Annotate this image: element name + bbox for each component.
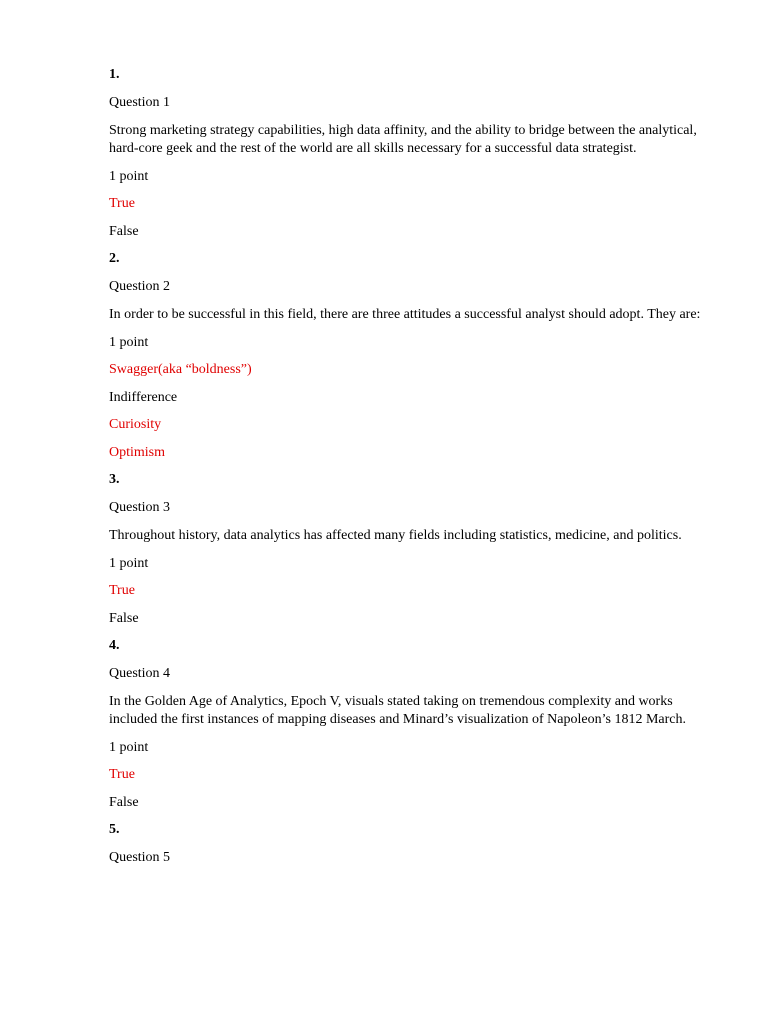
question-points: 1 point	[109, 169, 149, 184]
question-block	[109, 471, 708, 628]
question-block	[109, 637, 708, 812]
answer-option-correct: Optimism	[109, 444, 166, 460]
question-points: 1 point	[109, 335, 149, 350]
question-number: 1.	[109, 67, 120, 82]
answer-option-correct: True	[109, 767, 135, 782]
question-text: Strong marketing strategy capabilities, high data affinity, and the ability to bridge between the analytical, hard-core geek and the rest of the world are all skills necessary for a successful data strategist.	[109, 123, 697, 156]
answer-option-correct: Curiosity	[109, 417, 162, 432]
question-number: 3.	[109, 472, 120, 487]
question-title: Question 5	[109, 850, 171, 865]
question-text: In order to be successful in this field, there are three attitudes a successful analyst should adopt. They are:	[109, 307, 701, 322]
question-text: Throughout history, data analytics has affected many fields including statistics, medicine, and politics.	[109, 528, 682, 543]
question-title: Question 4	[109, 666, 171, 681]
question-title: Question 1	[109, 95, 171, 110]
question-number: 2.	[109, 251, 120, 266]
question-number: 5.	[109, 822, 120, 837]
answer-option-correct: Swagger(aka “boldness”)	[109, 362, 252, 377]
answer-option-correct: True	[109, 583, 135, 598]
answer-option: False	[109, 794, 139, 810]
question-points: 1 point	[109, 556, 149, 571]
question-block	[109, 66, 708, 241]
question-number: 4.	[109, 638, 120, 653]
question-block	[109, 250, 708, 462]
answer-option: False	[109, 223, 139, 239]
answer-option-correct: True	[109, 196, 135, 211]
question-title: Question 2	[109, 279, 171, 294]
question-title: Question 3	[109, 500, 171, 515]
question-block	[109, 821, 708, 867]
question-text: In the Golden Age of Analytics, Epoch V, visuals stated taking on tremendous complexity and works included the first instances of mapping diseases and Minard’s visualization of Napoleon’s 1812 March.	[109, 694, 686, 727]
question-points: 1 point	[109, 740, 149, 755]
answer-option: Indifference	[109, 389, 178, 405]
question-list	[109, 66, 708, 867]
answer-option: False	[109, 610, 139, 626]
